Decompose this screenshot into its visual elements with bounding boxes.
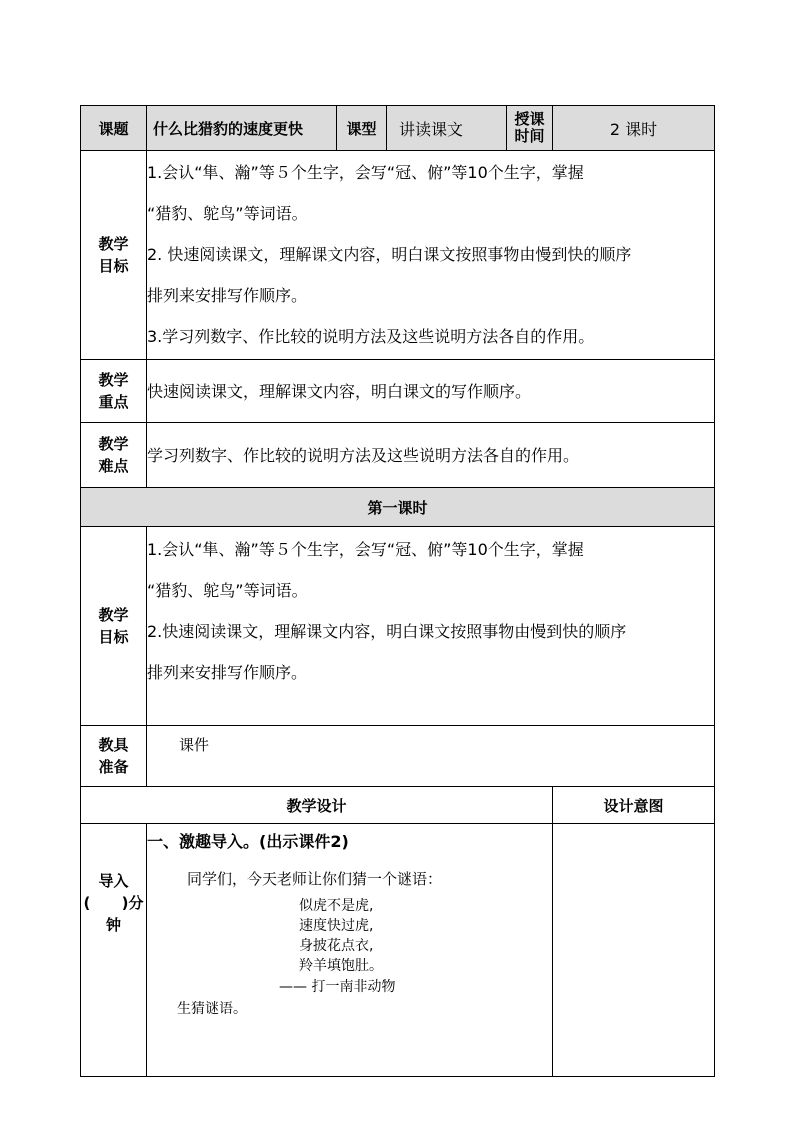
- riddle-line: 羚羊填饱肚。: [299, 958, 383, 974]
- type-label: 课型: [337, 106, 387, 151]
- riddle-line: 似虎不是虎,: [299, 898, 374, 914]
- goals-label-line-2: 目标: [98, 257, 129, 275]
- design-header-left: 教学设计: [81, 787, 553, 824]
- intro-label-line-1: 导入: [98, 872, 129, 890]
- goals-first-label: [81, 527, 147, 726]
- riddle-line: 速度快过虎,: [299, 918, 374, 934]
- goals-first-line: “猎豹、鸵鸟”等词语。: [147, 581, 308, 600]
- goals-first-label-line-1: 教学: [98, 606, 129, 624]
- difficulties-label: [81, 423, 147, 488]
- section-row: [81, 488, 715, 527]
- time-label-line-2: 时间: [514, 127, 545, 145]
- lesson-plan-table: [80, 105, 715, 1077]
- riddle-hint: —— 打一南非动物: [279, 979, 396, 995]
- goals-row: [81, 151, 715, 360]
- time-value: 2 课时: [553, 106, 715, 151]
- intro-label-line-3: 钟: [105, 916, 121, 934]
- goals-content: [147, 151, 715, 360]
- type-value: 讲读课文: [387, 106, 507, 151]
- key-points-row: [81, 360, 715, 423]
- key-points-label: [81, 360, 147, 423]
- goals-first-line: 1.会认“隼、瀚”等５个生字，会写“冠、俯”等10个生字，掌握: [147, 540, 584, 559]
- goals-line: 3.学习列数字、作比较的说明方法及这些说明方法各自的作用。: [147, 327, 595, 346]
- goals-first-line: 排列来安排写作顺序。: [147, 663, 308, 682]
- intro-content: [147, 824, 553, 1077]
- intro-row: [81, 824, 715, 1077]
- goals-line: 1.会认“隼、瀚”等５个生字，会写“冠、俯”等10个生字，掌握: [147, 163, 584, 182]
- lesson-title: 什么比猎豹的速度更快: [147, 106, 337, 151]
- goals-line: “猎豹、鸵鸟”等词语。: [147, 204, 308, 223]
- design-header-row: [81, 787, 715, 824]
- section-title: 第一课时: [81, 488, 715, 527]
- goals-first-label-line-2: 目标: [98, 628, 129, 646]
- intro-label-line-2: ( )分: [83, 894, 144, 912]
- goals-first-line: 2.快速阅读课文，理解课文内容，明白课文按照事物由慢到快的顺序: [147, 622, 627, 641]
- goals-label-line-1: 教学: [98, 235, 129, 253]
- goals-label: [81, 151, 147, 360]
- difficulties-label-line-2: 难点: [98, 457, 129, 475]
- materials-label: [81, 726, 147, 787]
- goals-first-content: [147, 527, 715, 726]
- intro-lead: 同学们，今天老师让你们猜一个谜语：: [187, 870, 443, 888]
- design-header-right: 设计意图: [553, 787, 715, 824]
- key-points-content: 快速阅读课文，理解课文内容，明白课文的写作顺序。: [147, 360, 715, 423]
- intro-intent: [553, 824, 715, 1077]
- goals-line: 2. 快速阅读课文，理解课文内容，明白课文按照事物由慢到快的顺序: [147, 245, 632, 264]
- key-points-label-line-1: 教学: [98, 371, 129, 389]
- difficulties-label-line-1: 教学: [98, 435, 129, 453]
- materials-content: 课件: [147, 726, 715, 787]
- materials-label-line-2: 准备: [98, 758, 129, 776]
- time-label: [507, 106, 553, 151]
- difficulties-row: [81, 423, 715, 488]
- materials-row: [81, 726, 715, 787]
- time-label-line-1: 授课: [514, 110, 545, 128]
- intro-heading: 一、激趣导入。(出示课件2): [147, 832, 349, 851]
- key-points-label-line-2: 重点: [98, 393, 129, 411]
- riddle-line: 身披花点衣,: [299, 938, 374, 954]
- goals-line: 排列来安排写作顺序。: [147, 286, 308, 305]
- difficulties-content: 学习列数字、作比较的说明方法及这些说明方法各自的作用。: [147, 423, 715, 488]
- materials-label-line-1: 教具: [98, 736, 129, 754]
- intro-label: [81, 824, 147, 1077]
- header-row: [81, 106, 715, 151]
- intro-closing: 生猜谜语。: [177, 1001, 247, 1017]
- goals-first-row: [81, 527, 715, 726]
- riddle-block: [147, 896, 552, 976]
- lesson-label: 课题: [81, 106, 147, 151]
